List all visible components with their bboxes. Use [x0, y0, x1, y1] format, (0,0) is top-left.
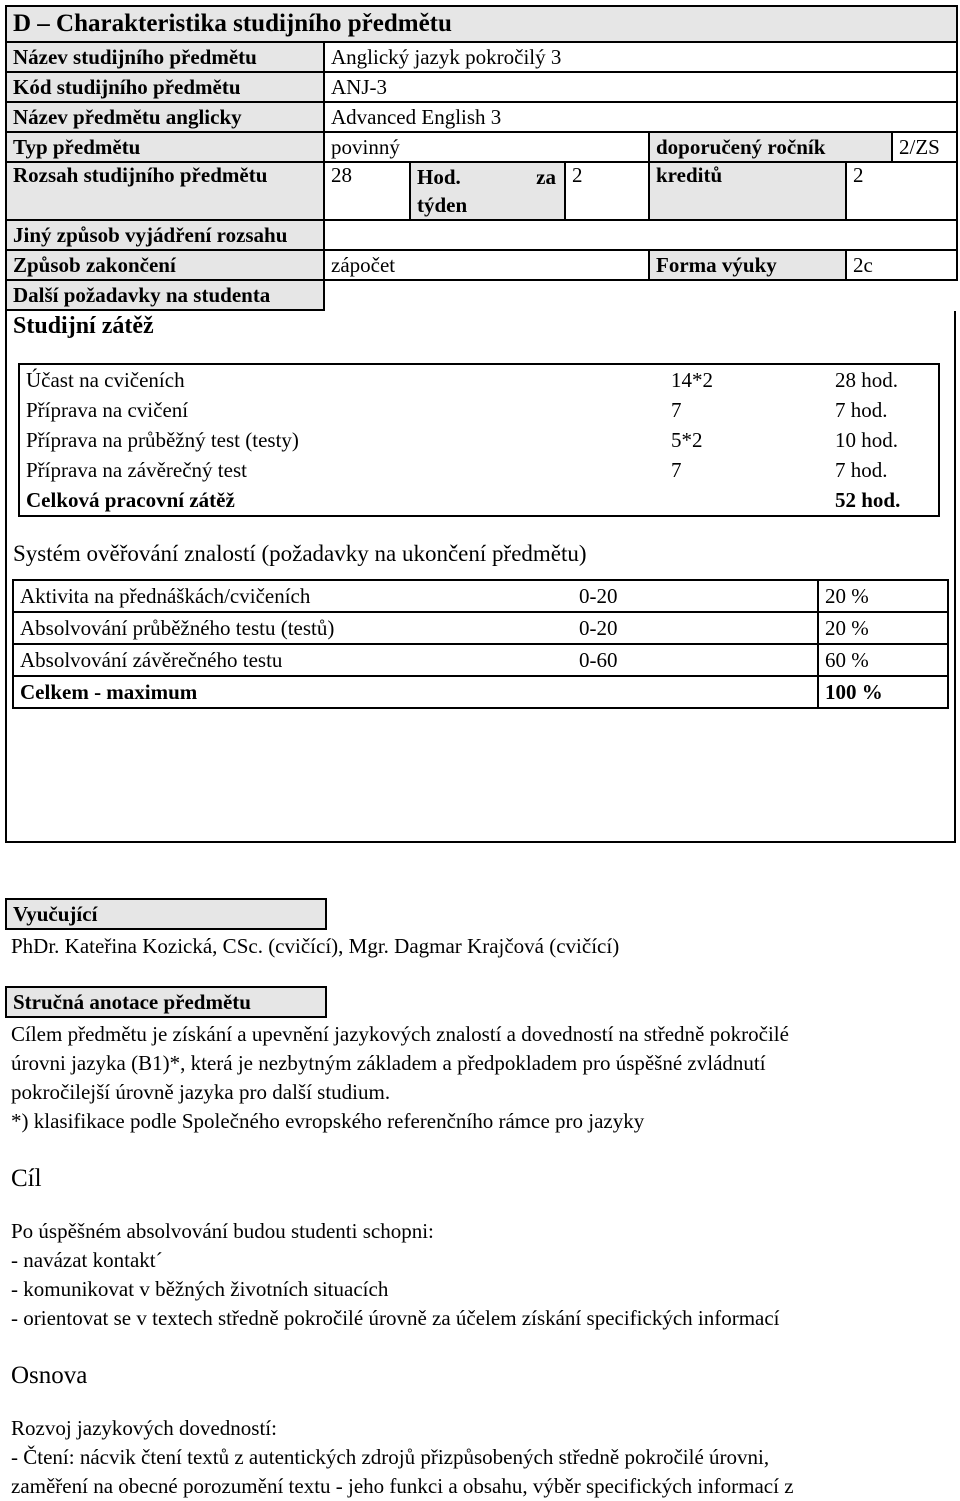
forma-value: 2c [846, 250, 957, 280]
kod-label: Kód studijního předmětu [6, 72, 324, 102]
kredity-value: 2 [846, 162, 957, 220]
workload-calc: 5*2 [671, 427, 703, 452]
rocnik-value: 2/ZS [892, 132, 957, 162]
assessment-percent: 20 % [818, 580, 948, 612]
workload-activity: Příprava na průběžný test (testy) [26, 427, 299, 452]
workload-section [5, 311, 956, 843]
goal-list [11, 1246, 958, 1333]
assessment-total-range [573, 676, 818, 708]
teachers-section [5, 898, 952, 961]
typ-label: Typ předmětu [6, 132, 324, 162]
assessment-item: Absolvování průběžného testu (testů) [13, 612, 573, 644]
assessment-range: 0-60 [573, 644, 818, 676]
rozsah-label: Rozsah studijního předmětu [6, 162, 324, 220]
page-title: D – Charakteristika studijního předmětu [6, 6, 957, 42]
goal-intro: Po úspěšném absolvování budou studenti schopni: [11, 1219, 434, 1243]
anglicky-value: Advanced English 3 [324, 102, 957, 132]
teachers-heading: Vyučující [5, 898, 327, 930]
anglicky-label: Název předmětu anglicky [6, 102, 324, 132]
hod-label-part2: týden [417, 193, 468, 217]
workload-total-value: 52 hod. [835, 487, 901, 512]
workload-table [18, 363, 940, 517]
annotation-section [5, 986, 952, 1136]
annotation-heading: Stručná anotace předmětu [5, 986, 327, 1018]
goal-item: - navázat kontakt´ [11, 1248, 163, 1272]
assessment-total-label: Celkem - maximum [13, 676, 573, 708]
syllabus-intro: Rozvoj jazykových dovedností: [11, 1416, 277, 1440]
course-info-table [5, 5, 958, 311]
workload-total-calc [665, 485, 829, 516]
hod-label-za: za [536, 165, 556, 189]
workload-row [19, 425, 939, 455]
goal-heading: Cíl [11, 1165, 42, 1192]
syllabus-lines [11, 1443, 958, 1501]
workload-activity: Příprava na cvičení [26, 397, 189, 422]
workload-activity: Příprava na závěrečný test [26, 457, 247, 482]
nazev-label: Název studijního předmětu [6, 42, 324, 72]
workload-heading: Studijní zátěž [13, 313, 154, 339]
assessment-heading: Systém ověřování znalostí (požadavky na ukončení předmětu) [13, 541, 587, 566]
zakonceni-label: Způsob zakončení [6, 250, 324, 280]
assessment-range: 0-20 [573, 612, 818, 644]
kod-value: ANJ-3 [324, 72, 957, 102]
workload-total-label: Celková pracovní zátěž [26, 487, 235, 512]
hod-label-part1: Hod. [417, 165, 461, 189]
hod-value: 2 [565, 162, 649, 220]
hod-label [410, 162, 565, 220]
assessment-percent: 60 % [818, 644, 948, 676]
zakonceni-value: zápočet [324, 250, 649, 280]
annotation-line: úrovni jazyka (B1)*, která je nezbytným základem a předpokladem pro úspěšné zvládnutí [11, 1051, 766, 1075]
assessment-percent: 20 % [818, 612, 948, 644]
annotation-line: *) klasifikace podle Společného evropského referenčního rámce pro jazyky [11, 1109, 645, 1133]
jiny-value [324, 220, 957, 250]
workload-hours: 7 hod. [835, 457, 888, 482]
kredity-label: kreditů [649, 162, 846, 220]
annotation-line: pokročilejší úrovně jazyka pro další studium. [11, 1080, 391, 1104]
syllabus-line: zaměření na obecné porozumění textu - jeho funkci a obsahu, výběr specifických informací z [11, 1474, 794, 1498]
syllabus-heading: Osnova [11, 1362, 88, 1389]
assessment-row [13, 612, 948, 644]
workload-hours: 28 hod. [835, 367, 898, 392]
jiny-label: Jiný způsob vyjádření rozsahu [6, 220, 324, 250]
assessment-item: Absolvování závěrečného testu [13, 644, 573, 676]
assessment-total-value: 100 % [818, 676, 948, 708]
rocnik-label: doporučený ročník [649, 132, 892, 162]
forma-label: Forma výuky [649, 250, 846, 280]
workload-hours: 7 hod. [835, 397, 888, 422]
dalsi-label: Další požadavky na studenta [6, 280, 324, 310]
workload-row [19, 395, 939, 425]
dalsi-value [324, 280, 957, 310]
syllabus-line: - Čtení: nácvik čtení textů z autentických zdrojů přizpůsobených středně pokročilé úrovni, [11, 1445, 770, 1469]
workload-row [19, 364, 939, 395]
assessment-item: Aktivita na přednáškách/cvičeních [13, 580, 573, 612]
course-sheet [5, 5, 956, 1501]
goal-section [5, 1164, 958, 1333]
assessment-row [13, 644, 948, 676]
workload-calc: 7 [671, 397, 682, 422]
annotation-line: Cílem předmětu je získání a upevnění jazykových znalostí a dovedností na středně pokročilé [11, 1022, 789, 1046]
workload-row [19, 455, 939, 485]
goal-item: - komunikovat v běžných životních situacích [11, 1277, 389, 1301]
typ-value: povinný [324, 132, 649, 162]
assessment-range: 0-20 [573, 580, 818, 612]
workload-calc: 14*2 [671, 367, 713, 392]
rozsah-value: 28 [324, 162, 410, 220]
teachers-text: PhDr. Kateřina Kozická, CSc. (cvičící), Mgr. Dagmar Krajčová (cvičící) [11, 934, 620, 958]
assessment-table [12, 579, 949, 709]
workload-hours: 10 hod. [835, 427, 898, 452]
nazev-value: Anglický jazyk pokročilý 3 [324, 42, 957, 72]
annotation-text [5, 1020, 952, 1136]
assessment-row [13, 580, 948, 612]
workload-activity: Účast na cvičeních [26, 367, 185, 392]
syllabus-section [5, 1361, 958, 1501]
workload-calc: 7 [671, 457, 682, 482]
goal-item: - orientovat se v textech středně pokročilé úrovně za účelem získání specifických informací [11, 1306, 780, 1330]
